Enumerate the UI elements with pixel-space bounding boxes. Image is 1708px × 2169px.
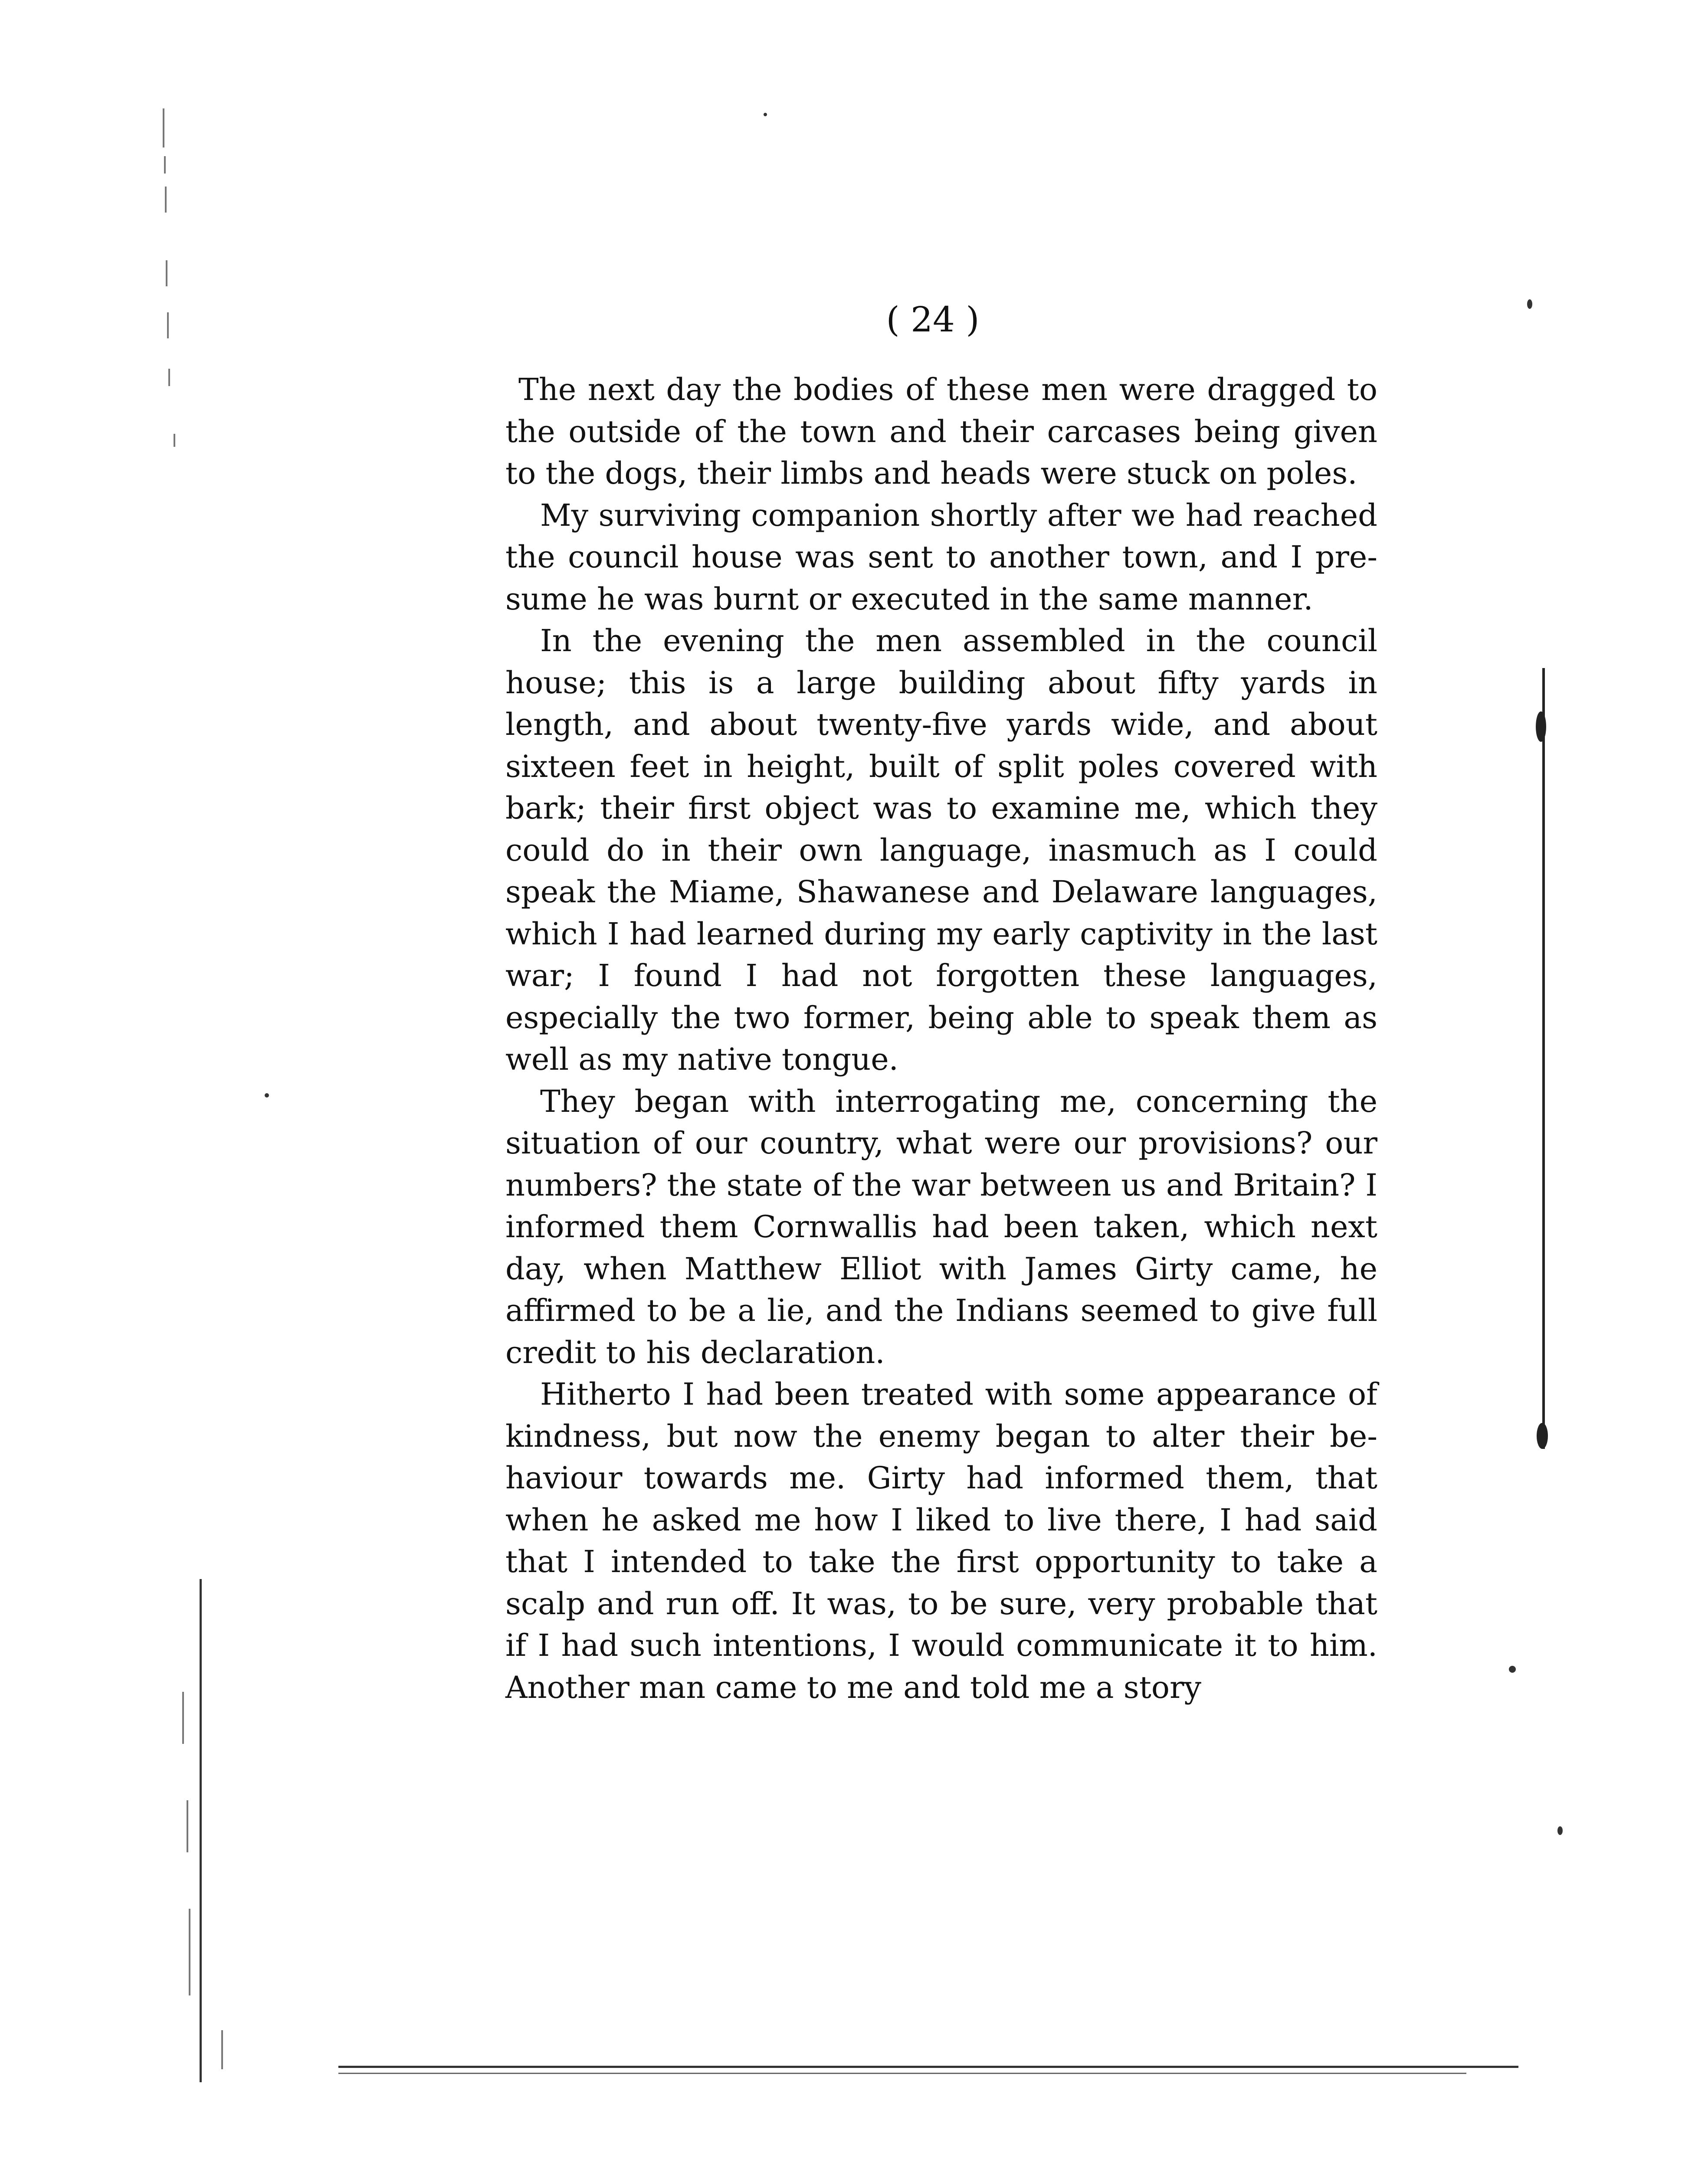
- paragraph-2: My surviving companion shortly after we had reached the council house was sent to another town, and I presume he was burnt or executed in the same manner.: [505, 497, 1377, 617]
- body-text: [505, 369, 1377, 1708]
- margin-speck: [1509, 1666, 1516, 1673]
- paragraph-4: They began with interrogating me, concerning the situation of our country, what were our provisions? our numbers? the state of the war between us and Britain? I informed them Cornwallis had been taken, which next day, when Matthew Elliot with James Girty came, he affirmed to be a lie, and the Indians seemed to give full credit to his declaration.: [505, 1083, 1377, 1370]
- page-number: ( 24 ): [886, 299, 980, 340]
- left-margin-mark: [165, 187, 167, 213]
- left-margin-mark: [187, 1800, 188, 1852]
- left-margin-mark: [164, 156, 166, 174]
- left-edge-rule: [200, 1579, 202, 2082]
- margin-speck: [1527, 299, 1532, 309]
- left-margin-mark: [166, 260, 167, 286]
- left-margin-mark: [189, 1909, 190, 1995]
- paragraph-3: In the evening the men assembled in the council house; this is a large building about fifty yards in length, and about twenty-five yards wide, and about sixteen feet in height, built of split poles covered with bark; their first object was to examine me, which they could do in their own language, inasmuch as I could speak the Miame, Shawanese and Delaware languages, which I had learned during my early captivity in the last war; I found I had not forgotten these languages, especially the two former, being able to speak them as well as my native tongue.: [505, 623, 1377, 1077]
- right-margin-blot: [1536, 711, 1546, 742]
- left-margin-mark: [167, 312, 169, 338]
- right-edge-rule: [1542, 668, 1545, 1449]
- bottom-edge-rule: [338, 2073, 1466, 2074]
- left-margin-mark: [168, 369, 170, 386]
- left-margin-mark: [174, 434, 175, 447]
- paragraph-1: The next day the bodies of these men were dragged to the outside of the town and their carcases being given to the dogs, their limbs and heads were stuck on poles.: [505, 372, 1377, 491]
- margin-speck: [764, 113, 767, 116]
- margin-speck: [1557, 1826, 1563, 1835]
- right-margin-blot: [1537, 1423, 1548, 1449]
- margin-speck: [265, 1093, 269, 1098]
- paragraph-5: Hitherto I had been treated with some appearance of kindness, but now the enemy began to alter their behaviour towards me. Girty had informed them, that when he asked me how I liked to live there, I had said that I intended to take the first opportunity to take a scalp and run off. It was, to be sure, very probable that if I had such intentions, I would communicate it to him. Another man came to me and told me a story: [505, 1376, 1377, 1705]
- bottom-edge-rule: [338, 2066, 1518, 2068]
- left-margin-mark: [163, 108, 164, 147]
- left-margin-mark: [182, 1692, 184, 1744]
- left-margin-mark: [221, 2030, 223, 2069]
